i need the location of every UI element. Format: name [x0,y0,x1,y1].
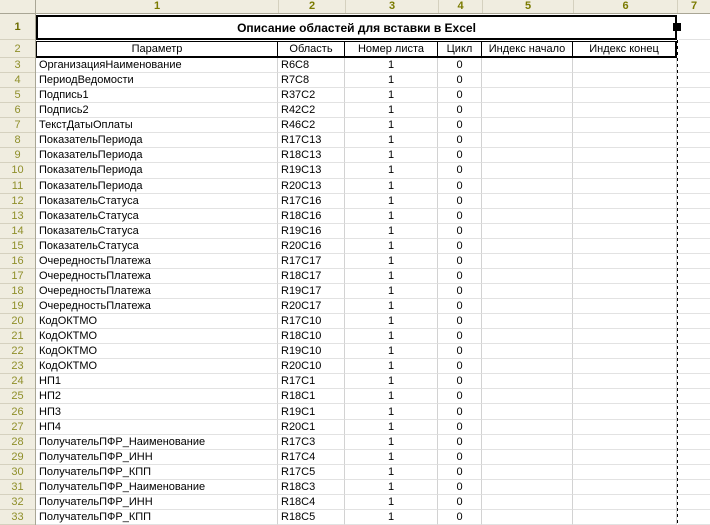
row-header-24[interactable]: 24 [0,374,35,389]
column-header-5[interactable]: 5 [482,0,573,13]
cell-index-start[interactable] [482,435,573,450]
cell-col7-stub[interactable] [678,329,710,344]
cell-param[interactable]: КодОКТМО [36,329,278,344]
cell-col7-stub[interactable] [678,344,710,359]
header-cell-3[interactable]: Номер листа [345,41,438,58]
row-header-21[interactable]: 21 [0,329,35,344]
column-header-1[interactable]: 1 [153,0,161,12]
cell-sheet-number[interactable]: 1 [345,209,438,224]
cell-cycle[interactable]: 0 [438,163,482,178]
cell-param[interactable]: ОчередностьПлатежа [36,254,278,269]
cell-index-start[interactable] [482,480,573,495]
cell-col7-stub[interactable] [678,284,710,299]
cell-index-start[interactable] [482,269,573,284]
cell-cycle[interactable]: 0 [438,179,482,194]
cell-area[interactable]: R37C2 [278,88,345,103]
column-header-2[interactable]: 2 [278,0,345,13]
cell-cycle[interactable]: 0 [438,435,482,450]
cell-sheet-number[interactable]: 1 [345,254,438,269]
cell-index-end[interactable] [573,103,677,118]
title-cell[interactable]: Описание областей для вставки в Excel [36,15,677,40]
cell-area[interactable]: R17C5 [278,465,345,480]
cell-index-start[interactable] [482,148,573,163]
row-header-32[interactable]: 32 [0,495,35,510]
row-header-1[interactable]: 1 [0,14,35,40]
cell-param[interactable]: ОчередностьПлатежа [36,299,278,314]
cell-index-end[interactable] [573,299,677,314]
cell-sheet-number[interactable]: 1 [345,239,438,254]
column-header-4[interactable]: 4 [438,0,482,13]
cell-sheet-number[interactable]: 1 [345,58,438,73]
row-header-15[interactable]: 15 [0,239,35,254]
cell-index-end[interactable] [573,239,677,254]
cell-cycle[interactable]: 0 [438,314,482,329]
cell-cycle[interactable]: 0 [438,118,482,133]
cell-sheet-number[interactable]: 1 [345,480,438,495]
cell-cycle[interactable]: 0 [438,209,482,224]
cell-cycle[interactable]: 0 [438,254,482,269]
cell-index-start[interactable] [482,344,573,359]
row-header-33[interactable]: 33 [0,510,35,525]
cell-area[interactable]: R20C17 [278,299,345,314]
cell-area[interactable]: R6C8 [278,58,345,73]
cell-area[interactable]: R18C16 [278,209,345,224]
cell-param[interactable]: ПолучательПФР_ИНН [36,450,278,465]
cell-area[interactable]: R19C13 [278,163,345,178]
cell-cycle[interactable]: 0 [438,389,482,404]
cell-area[interactable]: R20C1 [278,420,345,435]
cell-index-end[interactable] [573,73,677,88]
cell-sheet-number[interactable]: 1 [345,329,438,344]
cell-param[interactable]: ПолучательПФР_КПП [36,510,278,525]
cell-col7-stub[interactable] [678,239,710,254]
cell-area[interactable]: R18C1 [278,389,345,404]
row-header-11[interactable]: 11 [0,179,35,194]
cell-param[interactable]: Подпись2 [36,103,278,118]
cell-cycle[interactable]: 0 [438,239,482,254]
cell-param[interactable]: НП4 [36,420,278,435]
cell-param[interactable]: НП1 [36,374,278,389]
cell-index-start[interactable] [482,299,573,314]
cell-param[interactable]: ПоказательСтатуса [36,224,278,239]
cell-cycle[interactable]: 0 [438,284,482,299]
cell-cycle[interactable]: 0 [438,510,482,525]
cell-col7-stub[interactable] [678,133,710,148]
cell-index-end[interactable] [573,58,677,73]
header-cell-6[interactable]: Индекс конец [573,41,677,58]
cell-area[interactable]: R20C16 [278,239,345,254]
cell-index-start[interactable] [482,103,573,118]
cell-area[interactable]: R18C17 [278,269,345,284]
cell-index-start[interactable] [482,118,573,133]
cell-index-start[interactable] [482,465,573,480]
cell-sheet-number[interactable]: 1 [345,510,438,525]
cell-area[interactable]: R20C10 [278,359,345,374]
cell-area[interactable]: R19C16 [278,224,345,239]
cell-sheet-number[interactable]: 1 [345,359,438,374]
cell-col7-stub[interactable] [678,359,710,374]
cell-cycle[interactable]: 0 [438,299,482,314]
cell-col7-stub[interactable] [678,299,710,314]
cell-area[interactable]: R18C3 [278,480,345,495]
cell-sheet-number[interactable]: 1 [345,495,438,510]
cell-index-start[interactable] [482,163,573,178]
cell-index-start[interactable] [482,239,573,254]
row-header-30[interactable]: 30 [0,465,35,480]
cell-index-start[interactable] [482,284,573,299]
cell-index-end[interactable] [573,284,677,299]
cell-col7-stub[interactable] [678,374,710,389]
cell-param[interactable]: ПолучательПФР_Наименование [36,435,278,450]
cell-area[interactable]: R17C17 [278,254,345,269]
row-header-14[interactable]: 14 [0,224,35,239]
row-header-22[interactable]: 22 [0,344,35,359]
title-row-right-stub[interactable] [679,14,710,40]
cell-sheet-number[interactable]: 1 [345,88,438,103]
cell-param[interactable]: ПоказательПериода [36,163,278,178]
cell-param[interactable]: ОчередностьПлатежа [36,269,278,284]
cell-index-start[interactable] [482,495,573,510]
cell-cycle[interactable]: 0 [438,148,482,163]
cell-sheet-number[interactable]: 1 [345,269,438,284]
cell-area[interactable]: R18C5 [278,510,345,525]
row-header-17[interactable]: 17 [0,269,35,284]
cell-param[interactable]: Подпись1 [36,88,278,103]
cell-index-start[interactable] [482,359,573,374]
cell-col7-stub[interactable] [678,88,710,103]
cell-cycle[interactable]: 0 [438,103,482,118]
cell-sheet-number[interactable]: 1 [345,163,438,178]
column-header-3[interactable]: 3 [345,0,438,13]
cell-area[interactable]: R17C3 [278,435,345,450]
cell-cycle[interactable]: 0 [438,359,482,374]
row-header-26[interactable]: 26 [0,404,35,419]
cell-index-start[interactable] [482,194,573,209]
cell-param[interactable]: ПоказательПериода [36,179,278,194]
cell-col7-stub[interactable] [678,58,710,73]
cell-cycle[interactable]: 0 [438,224,482,239]
cell-index-end[interactable] [573,88,677,103]
cell-cycle[interactable]: 0 [438,480,482,495]
row-header-9[interactable]: 9 [0,148,35,163]
cell-cycle[interactable]: 0 [438,374,482,389]
cell-cycle[interactable]: 0 [438,194,482,209]
row-header-13[interactable]: 13 [0,209,35,224]
cell-area[interactable]: R19C10 [278,344,345,359]
cell-col7-stub[interactable] [678,73,710,88]
cell-col7-stub[interactable] [678,510,710,525]
cell-sheet-number[interactable]: 1 [345,148,438,163]
row-header-2[interactable]: 2 [0,40,35,58]
cell-param[interactable]: ОчередностьПлатежа [36,284,278,299]
cell-index-start[interactable] [482,510,573,525]
cell-col7-stub[interactable] [678,269,710,284]
cell-param[interactable]: КодОКТМО [36,314,278,329]
cell-sheet-number[interactable]: 1 [345,465,438,480]
cell-col7-stub[interactable] [678,163,710,178]
cell-index-end[interactable] [573,495,677,510]
cell-param[interactable]: ПоказательСтатуса [36,209,278,224]
cell-index-end[interactable] [573,329,677,344]
cell-index-end[interactable] [573,450,677,465]
cell-sheet-number[interactable]: 1 [345,133,438,148]
cell-index-start[interactable] [482,224,573,239]
cell-area[interactable]: R17C4 [278,450,345,465]
cell-cycle[interactable]: 0 [438,420,482,435]
row-header-18[interactable]: 18 [0,284,35,299]
cell-col7-stub[interactable] [678,194,710,209]
cell-index-end[interactable] [573,420,677,435]
cell-param[interactable]: ПолучательПФР_КПП [36,465,278,480]
row-header-10[interactable]: 10 [0,163,35,178]
cell-col7-stub[interactable] [678,224,710,239]
cell-sheet-number[interactable]: 1 [345,450,438,465]
cell-index-start[interactable] [482,209,573,224]
cell-index-end[interactable] [573,254,677,269]
cell-sheet-number[interactable]: 1 [345,224,438,239]
cell-col7-stub[interactable] [678,465,710,480]
cell-cycle[interactable]: 0 [438,450,482,465]
cell-index-start[interactable] [482,404,573,419]
cell-param[interactable]: КодОКТМО [36,359,278,374]
cell-cycle[interactable]: 0 [438,344,482,359]
cell-index-start[interactable] [482,314,573,329]
cell-sheet-number[interactable]: 1 [345,179,438,194]
cell-index-start[interactable] [482,133,573,148]
cell-sheet-number[interactable]: 1 [345,314,438,329]
cell-cycle[interactable]: 0 [438,88,482,103]
selection-handle[interactable] [673,23,681,31]
cell-sheet-number[interactable]: 1 [345,194,438,209]
cell-area[interactable]: R46C2 [278,118,345,133]
cell-cycle[interactable]: 0 [438,73,482,88]
cell-index-end[interactable] [573,480,677,495]
row-header-8[interactable]: 8 [0,133,35,148]
cell-area[interactable]: R18C10 [278,329,345,344]
row-header-27[interactable]: 27 [0,420,35,435]
cell-area[interactable]: R7C8 [278,73,345,88]
cell-index-start[interactable] [482,329,573,344]
cell-area[interactable]: R17C1 [278,374,345,389]
cell-index-end[interactable] [573,163,677,178]
cell-param[interactable]: ПоказательПериода [36,133,278,148]
cell-index-end[interactable] [573,344,677,359]
cell-area[interactable]: R19C17 [278,284,345,299]
cell-param[interactable]: ПоказательПериода [36,148,278,163]
cell-col7-stub[interactable] [678,254,710,269]
cell-area[interactable]: R20C13 [278,179,345,194]
cell-index-end[interactable] [573,314,677,329]
cell-index-end[interactable] [573,465,677,480]
cell-cycle[interactable]: 0 [438,404,482,419]
cell-col7-stub[interactable] [678,179,710,194]
cell-index-start[interactable] [482,374,573,389]
header-cell-5[interactable]: Индекс начало [482,41,573,58]
row-header-20[interactable]: 20 [0,314,35,329]
cell-col7-stub[interactable] [678,314,710,329]
cell-cycle[interactable]: 0 [438,269,482,284]
cell-cycle[interactable]: 0 [438,58,482,73]
cell-index-end[interactable] [573,209,677,224]
cell-index-start[interactable] [482,179,573,194]
cell-area[interactable]: R18C4 [278,495,345,510]
cell-cycle[interactable]: 0 [438,329,482,344]
cell-sheet-number[interactable]: 1 [345,404,438,419]
cell-col7-stub[interactable] [678,435,710,450]
cell-param[interactable]: КодОКТМО [36,344,278,359]
cell-area[interactable]: R17C13 [278,133,345,148]
row-header-31[interactable]: 31 [0,480,35,495]
cell-sheet-number[interactable]: 1 [345,374,438,389]
cell-index-end[interactable] [573,435,677,450]
cell-col7-stub[interactable] [678,118,710,133]
cell-param[interactable]: ПериодВедомости [36,73,278,88]
row-header-19[interactable]: 19 [0,299,35,314]
cell-sheet-number[interactable]: 1 [345,73,438,88]
cell-index-start[interactable] [482,88,573,103]
cell-area[interactable]: R19C1 [278,404,345,419]
cell-sheet-number[interactable]: 1 [345,299,438,314]
cell-sheet-number[interactable]: 1 [345,118,438,133]
cell-col7-stub[interactable] [678,450,710,465]
row-header-4[interactable]: 4 [0,73,35,88]
cell-param[interactable]: ТекстДатыОплаты [36,118,278,133]
row-header-25[interactable]: 25 [0,389,35,404]
cell-cycle[interactable]: 0 [438,495,482,510]
header-cell-1[interactable]: Параметр [36,41,278,58]
cell-index-start[interactable] [482,389,573,404]
cell-sheet-number[interactable]: 1 [345,420,438,435]
cell-col7-stub[interactable] [678,209,710,224]
cell-col7-stub[interactable] [678,404,710,419]
cell-index-start[interactable] [482,73,573,88]
header-cell-4[interactable]: Цикл [438,41,482,58]
cell-index-end[interactable] [573,269,677,284]
cell-param[interactable]: ПоказательСтатуса [36,194,278,209]
cell-col7-stub[interactable] [678,148,710,163]
cell-index-start[interactable] [482,450,573,465]
cell-cycle[interactable]: 0 [438,465,482,480]
cell-sheet-number[interactable]: 1 [345,103,438,118]
row-header-29[interactable]: 29 [0,450,35,465]
row-header-3[interactable]: 3 [0,58,35,73]
corner-cell[interactable] [0,0,36,13]
cell-index-end[interactable] [573,148,677,163]
cell-sheet-number[interactable]: 1 [345,435,438,450]
column-header-7[interactable]: 7 [677,0,710,13]
page-break-dashed-line [677,40,678,525]
cell-param[interactable]: НП3 [36,404,278,419]
row-header-28[interactable]: 28 [0,435,35,450]
cell-index-end[interactable] [573,118,677,133]
cell-col7-stub[interactable] [678,495,710,510]
cell-col7-stub[interactable] [678,420,710,435]
row-header-5[interactable]: 5 [0,88,35,103]
cell-index-end[interactable] [573,179,677,194]
row-header-16[interactable]: 16 [0,254,35,269]
cell-index-end[interactable] [573,194,677,209]
cell-sheet-number[interactable]: 1 [345,284,438,299]
cell-index-end[interactable] [573,389,677,404]
row-header-12[interactable]: 12 [0,194,35,209]
cell-area[interactable]: R42C2 [278,103,345,118]
cell-area[interactable]: R17C10 [278,314,345,329]
header-cell-2[interactable]: Область [278,41,345,58]
column-header-6[interactable]: 6 [573,0,677,13]
cell-index-start[interactable] [482,254,573,269]
cell-index-end[interactable] [573,224,677,239]
cell-index-end[interactable] [573,359,677,374]
cell-sheet-number[interactable]: 1 [345,389,438,404]
cell-cycle[interactable]: 0 [438,133,482,148]
cell-param[interactable]: ПолучательПФР_ИНН [36,495,278,510]
cell-area[interactable]: R17C16 [278,194,345,209]
cell-index-start[interactable] [482,58,573,73]
cell-index-end[interactable] [573,510,677,525]
cell-sheet-number[interactable]: 1 [345,344,438,359]
cell-param[interactable]: ПолучательПФР_Наименование [36,480,278,495]
cell-index-start[interactable] [482,420,573,435]
cell-param[interactable]: НП2 [36,389,278,404]
cell-index-end[interactable] [573,133,677,148]
cell-area[interactable]: R18C13 [278,148,345,163]
cell-index-end[interactable] [573,374,677,389]
cell-param[interactable]: ПоказательСтатуса [36,239,278,254]
cell-col7-stub[interactable] [678,480,710,495]
row-header-7[interactable]: 7 [0,118,35,133]
cell-index-end[interactable] [573,404,677,419]
cell-param[interactable]: ОрганизацияНаименование [36,58,278,73]
row-header-23[interactable]: 23 [0,359,35,374]
row-header-6[interactable]: 6 [0,103,35,118]
cell-col7-stub[interactable] [678,103,710,118]
cell-col7-stub[interactable] [678,389,710,404]
